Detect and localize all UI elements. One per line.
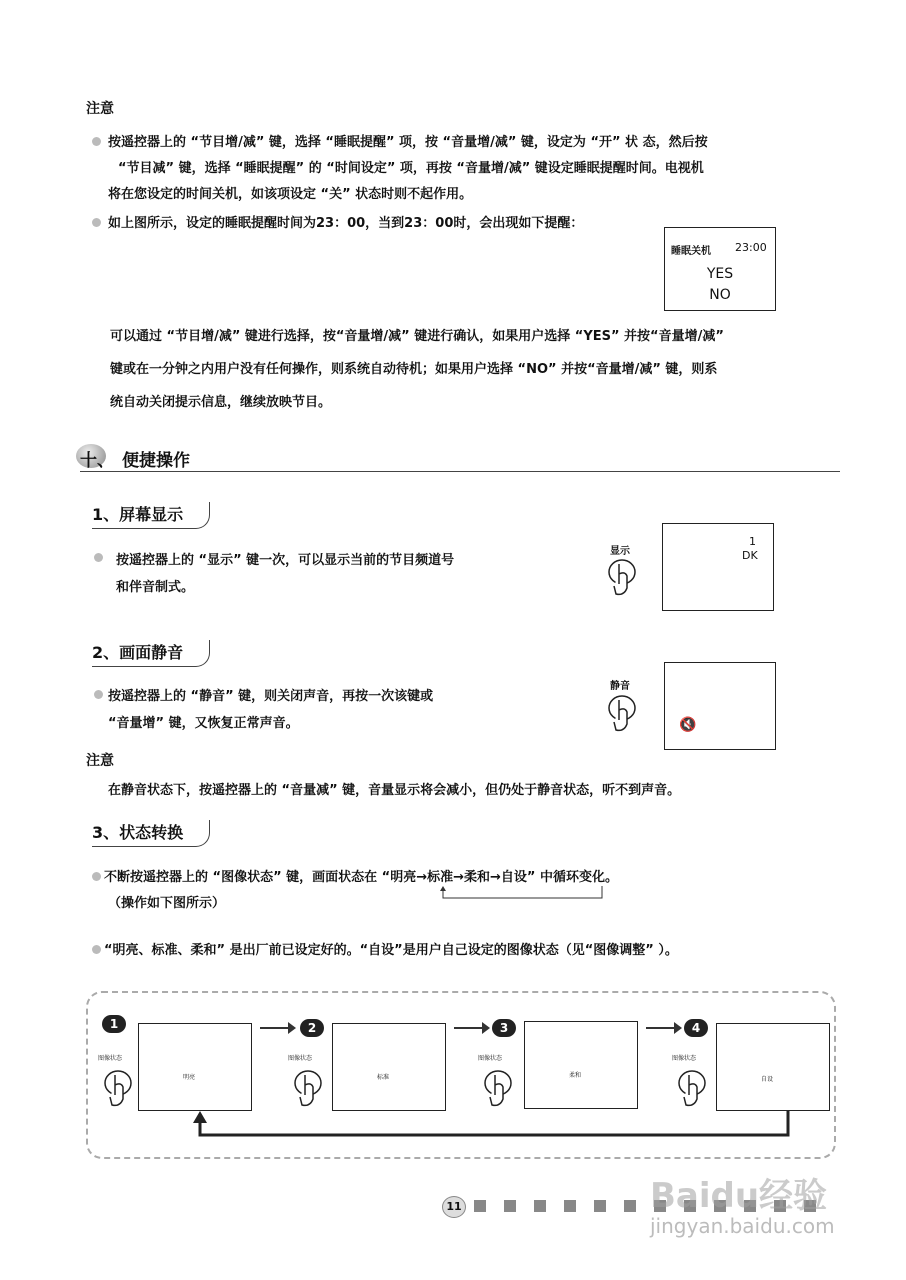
note-line: 按遥控器上的 “节目增/减” 键，选择 “睡眠提醒” 项，按 “音量增/减” 键，设定为 “开” 状 态，然后按 (108, 135, 708, 150)
step-arrow (454, 1027, 484, 1029)
arrow-head (482, 1022, 490, 1034)
sleep-reminder-screen (664, 227, 776, 311)
watermark-url: jingyan.baidu.com (650, 1214, 835, 1238)
picture-mode-key-label: 图像状态 (478, 1055, 503, 1062)
footer-square (534, 1200, 546, 1212)
screen-time: 23:00 (735, 241, 767, 254)
section-rule (80, 471, 840, 472)
footer-square (594, 1200, 606, 1212)
bullet-dot (94, 690, 103, 699)
mode-screen-bright (138, 1023, 252, 1111)
para-line: 键或在一分钟之内用户没有任何操作，则系统自动待机；如果用户选择 “NO” 并按“音量增/减” 键，则系 (110, 362, 718, 377)
pointing-hand-icon (606, 690, 638, 736)
step-number-3: 3 (492, 1019, 516, 1037)
step-arrow (260, 1027, 290, 1029)
step-number-4: 4 (684, 1019, 708, 1037)
mode-screen-soft (524, 1021, 638, 1109)
note-title: 注意 (86, 101, 114, 117)
bullet-dot (92, 218, 101, 227)
step-number-2: 2 (300, 1019, 324, 1037)
step-number-1: 1 (102, 1015, 126, 1033)
display-key-label: 显示 (610, 546, 630, 557)
sound-system: DK (742, 549, 758, 562)
mute-screen (664, 662, 776, 750)
note-bullet-2: 如上图所示，设定的睡眠提醒时间为23：00，当到23：00时，会出现如下提醒： (108, 216, 584, 231)
text-line: 和伴音制式。 (116, 580, 195, 595)
pointing-hand-icon (482, 1065, 514, 1111)
subsection-title-3: 3、状态转换 (92, 820, 210, 847)
text-line: “音量增” 键，又恢复正常声音。 (108, 716, 299, 731)
mode-label: 明亮 (183, 1074, 196, 1081)
arrow-head (674, 1022, 682, 1034)
section-title: 便捷操作 (122, 451, 190, 471)
mode-label: 自设 (761, 1076, 774, 1083)
sub1-text (116, 547, 454, 601)
cycle-return-arrow (440, 886, 605, 902)
note-line: 将在您设定的时间关机，如该项设定 “关” 状态时则不起作用。 (108, 187, 473, 202)
return-to-start-arrow (188, 1109, 792, 1139)
subsection-title-1: 1、屏幕显示 (92, 502, 210, 529)
footer-square (624, 1200, 636, 1212)
sub2-text (108, 683, 433, 737)
note-line: “节目减” 键，选择 “睡眠提醒” 的 “时间设定” 项，再按 “音量增/减” 键设定睡眠提醒时间。电视机 (118, 161, 704, 176)
bullet-dot (92, 872, 101, 881)
step-arrow (646, 1027, 676, 1029)
channel-info-screen (662, 523, 774, 611)
para-line: 可以通过 “节目增/减” 键进行选择，按“音量增/减” 键进行确认，如果用户选择 “YES” 并按“音量增/减” (110, 329, 724, 344)
pointing-hand-icon (606, 554, 638, 600)
sub3-text-2: “明亮、标准、柔和” 是出厂前已设定好的。“自设”是用户自己设定的图像状态（见“图像调整” ）。 (104, 943, 678, 958)
bullet-dot (92, 137, 101, 146)
yes-option: YES (706, 266, 734, 282)
watermark-logo: Baidu经验 (650, 1176, 828, 1216)
mode-screen-custom (716, 1023, 830, 1111)
footer-square (504, 1200, 516, 1212)
pointing-hand-icon (292, 1065, 324, 1111)
screen-title: 睡眠关机 (671, 246, 711, 257)
picture-mode-key-label: 图像状态 (288, 1055, 313, 1062)
footer-square (564, 1200, 576, 1212)
page-number: 11 (442, 1196, 466, 1218)
section-number: 十、 (80, 451, 114, 471)
mode-label: 标准 (377, 1074, 390, 1081)
picture-mode-flow-diagram (86, 991, 836, 1159)
mute-key-label: 静音 (610, 681, 630, 692)
text-line: 按遥控器上的 “静音” 键，则关闭声音，再按一次该键或 (108, 689, 434, 704)
note-title: 注意 (86, 753, 114, 769)
no-option: NO (709, 287, 731, 303)
sub3-text-1: 不断按遥控器上的 “图像状态” 键，画面状态在 “明亮→标准→柔和→自设” 中循环变化。 (104, 870, 618, 885)
subsection-title-2: 2、画面静音 (92, 640, 210, 667)
pointing-hand-icon (102, 1065, 134, 1111)
mode-screen-standard (332, 1023, 446, 1111)
sub3-text-1b: （操作如下图所示） (108, 896, 226, 911)
note-bullet-1 (108, 130, 828, 208)
picture-mode-key-label: 图像状态 (98, 1055, 123, 1062)
bullet-dot (92, 945, 101, 954)
mute-icon: 🔇 (679, 717, 697, 733)
para-line: 统自动关闭提示信息，继续放映节目。 (110, 395, 332, 410)
note-paragraph (110, 320, 850, 419)
channel-number: 1 (749, 535, 756, 548)
picture-mode-key-label: 图像状态 (672, 1055, 697, 1062)
mode-label: 柔和 (569, 1072, 582, 1079)
text-line: 按遥控器上的 “显示” 键一次，可以显示当前的节目频道号 (116, 553, 455, 568)
note2-text: 在静音状态下，按遥控器上的 “音量减” 键，音量显示将会减小，但仍处于静音状态，听不到声音。 (108, 783, 681, 798)
footer-square (474, 1200, 486, 1212)
bullet-dot (94, 553, 103, 562)
pointing-hand-icon (676, 1065, 708, 1111)
arrow-head (288, 1022, 296, 1034)
